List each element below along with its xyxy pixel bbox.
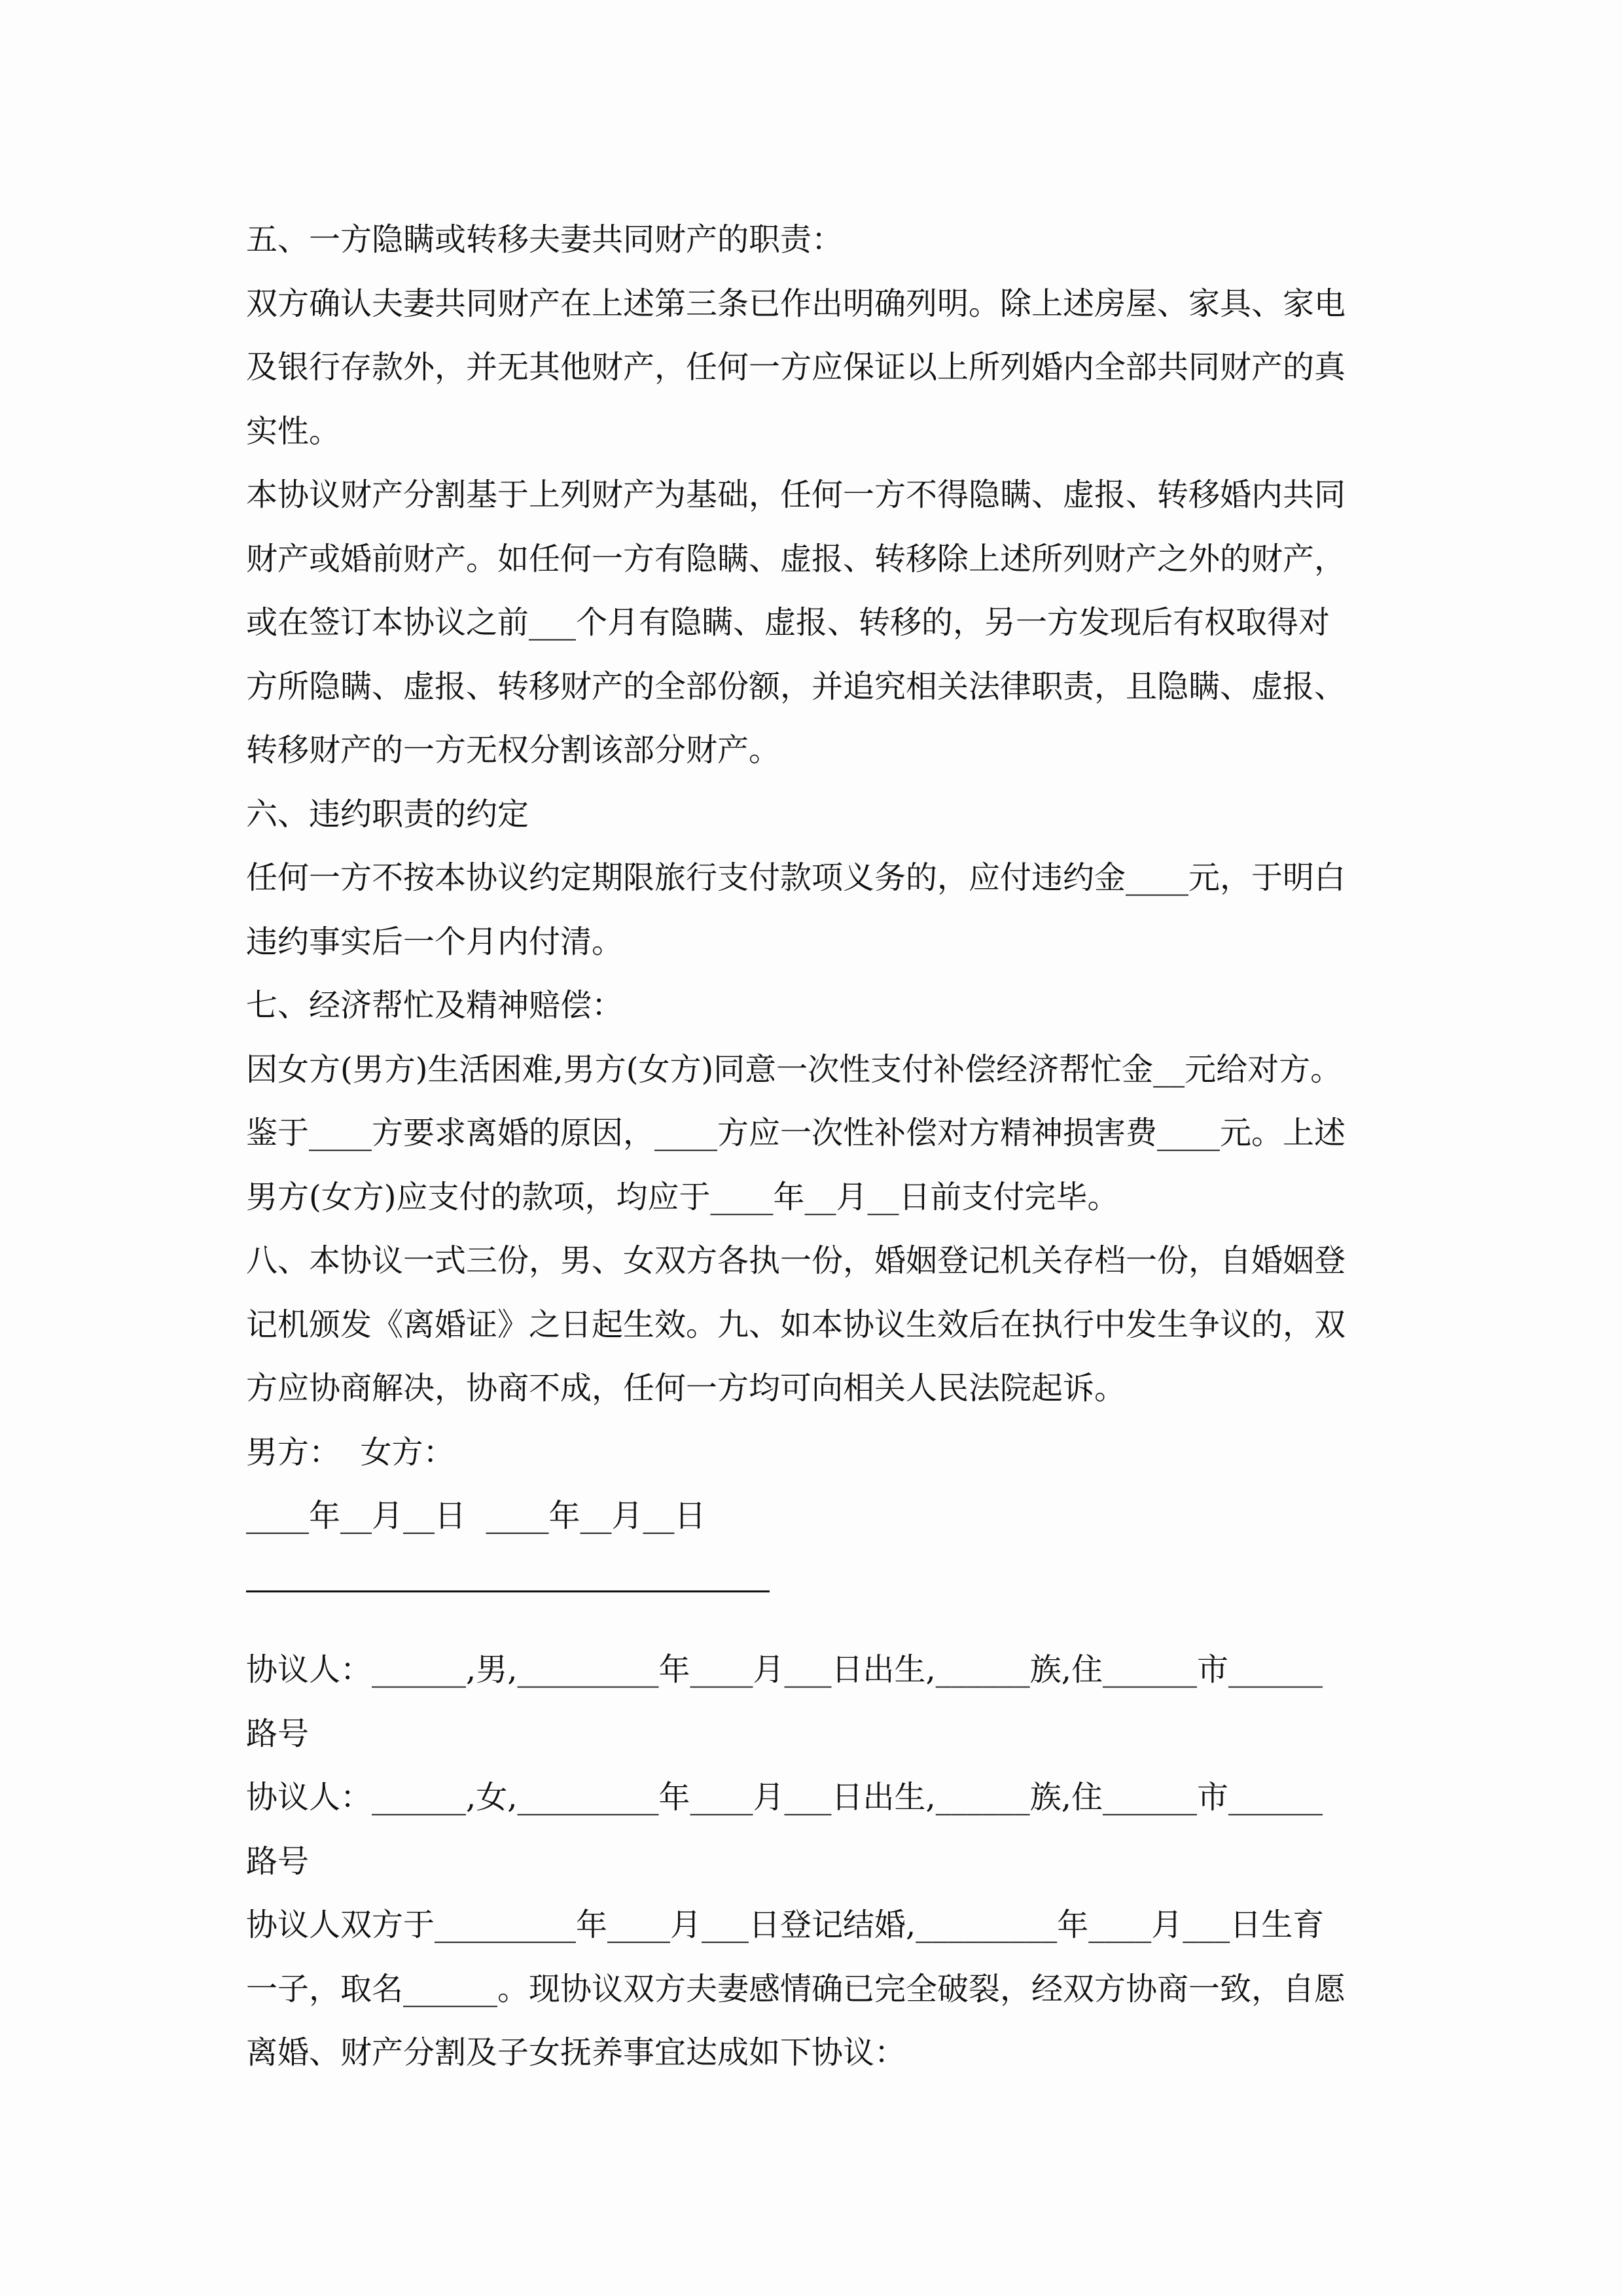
signature-parties: 男方： 女方：	[246, 1433, 455, 1471]
section-8-9-line: 记机颁发《离婚证》之日起生效。九、如本协议生效后在执行中发生争议的，双	[246, 1306, 1346, 1343]
section-5-para2-line: 转移财产的一方无权分割该部分财产。	[246, 732, 781, 768]
section-6-para-line: 违约事实后一个月内付清。	[246, 923, 624, 960]
section-5-para1-line: 双方确认夫妻共同财产在上述第三条已作出明确列明。除上述房屋、家具、家电	[246, 285, 1346, 322]
section-7-para-line: 因女方(男方)生活困难,男方(女方)同意一次性支付补偿经济帮忙金__元给对方。	[246, 1050, 1342, 1088]
signature-dates: ____年__月__日 ____年__月__日	[246, 1498, 706, 1534]
party-2-road: 路号	[246, 1842, 310, 1880]
party-1-road: 路号	[246, 1715, 310, 1752]
section-5-para2-line: 财产或婚前财产。如任何一方有隐瞒、虚报、转移除上述所列财产之外的财产，	[246, 540, 1346, 577]
section-5-heading: 五、一方隐瞒或转移夫妻共同财产的职责：	[246, 221, 844, 258]
spacer	[246, 1612, 1385, 1638]
section-5-para1-line: 及银行存款外，并无其他财产，任何一方应保证以上所列婚内全部共同财产的真	[246, 349, 1346, 386]
section-5-para2-line: 本协议财产分割基于上列财产为基础，任何一方不得隐瞒、虚报、转移婚内共同	[246, 476, 1346, 513]
intro-line: 协议人双方于_________年____月___日登记结婚,_________年____月___日生育	[246, 1907, 1325, 1943]
party-2-line: 协议人：______,女,_________年____月___日出生,______族,住______市______	[246, 1779, 1323, 1816]
section-7-para-line: 鉴于____方要求离婚的原因，____方应一次性补偿对方精神损害费____元。上述	[246, 1115, 1346, 1151]
separator-rule	[246, 1590, 770, 1592]
intro-line: 一子，取名______。现协议双方夫妻感情确已完全破裂，经双方协商一致，自愿	[246, 1970, 1346, 2007]
party-1-line: 协议人：______,男,_________年____月___日出生,______族,住______市______	[246, 1651, 1323, 1688]
intro-line: 离婚、财产分割及子女抚养事宜达成如下协议：	[246, 2034, 906, 2071]
document-page	[246, 208, 1385, 2085]
section-7-para-line: 男方(女方)应支付的款项，均应于____年__月__日前支付完毕。	[246, 1178, 1119, 1215]
section-5-para1-line: 实性。	[246, 412, 341, 450]
section-6-para-line: 任何一方不按本协议约定期限旅行支付款项义务的，应付违约金____元，于明白	[246, 859, 1346, 896]
section-6-heading: 六、违约职责的约定	[246, 795, 529, 833]
separator-line	[246, 1549, 1385, 1613]
section-7-heading: 七、经济帮忙及精神赔偿：	[246, 987, 624, 1024]
section-5-para2-line: 或在签订本协议之前___个月有隐瞒、虚报、转移的，另一方发现后有权取得对	[246, 604, 1330, 641]
section-5-para2-line: 方所隐瞒、虚报、转移财产的全部份额，并追究相关法律职责，且隐瞒、虚报、	[246, 668, 1346, 705]
section-8-9-line: 八、本协议一式三份，男、女双方各执一份，婚姻登记机关存档一份，自婚姻登	[246, 1242, 1346, 1279]
section-8-9-line: 方应协商解决，协商不成，任何一方均可向相关人民法院起诉。	[246, 1370, 1126, 1407]
